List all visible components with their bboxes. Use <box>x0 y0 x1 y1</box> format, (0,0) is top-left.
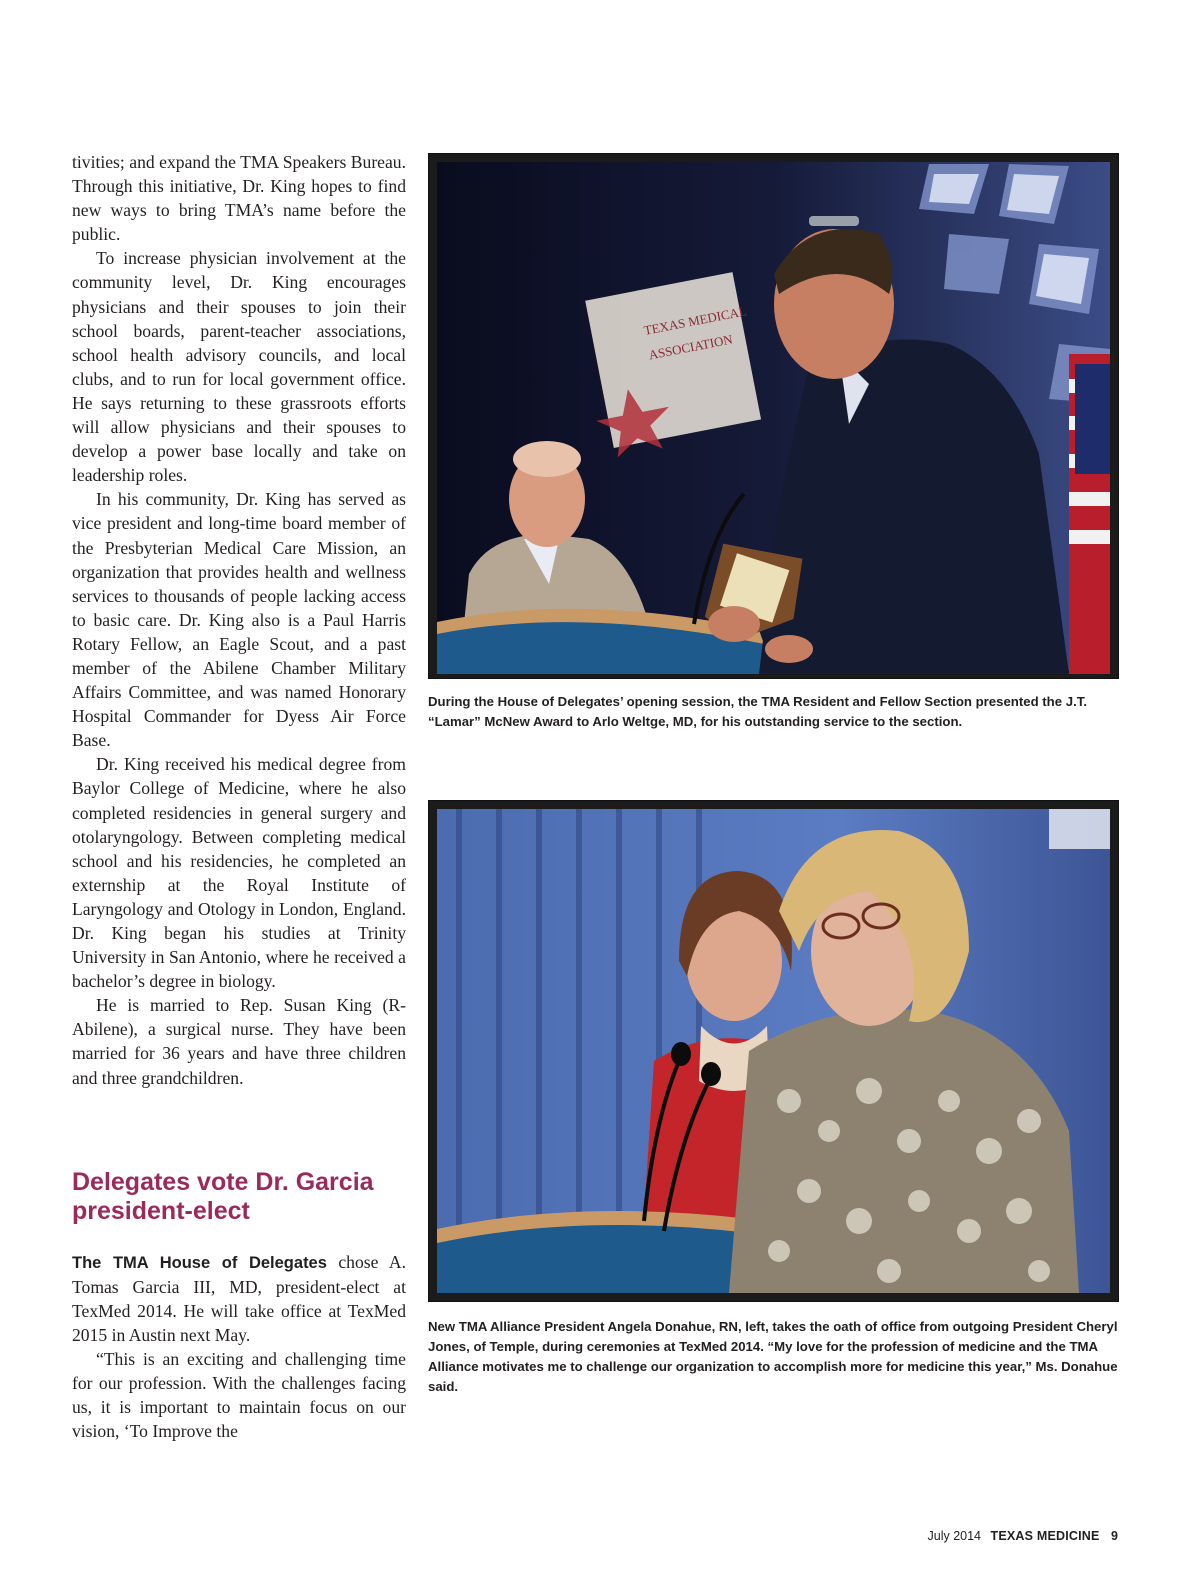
article-column <box>72 150 406 1443</box>
magazine-name: TEXAS MEDICINE <box>990 1529 1100 1543</box>
page-number: 9 <box>1111 1529 1118 1543</box>
photo-caption-top: During the House of Delegates’ opening session, the TMA Resident and Fellow Section presented the J.T. “Lamar” McNew Award to Arlo Weltge, MD, for his outstanding service to the section. <box>428 694 1087 729</box>
banner-line1: TEXAS MEDICAL <box>642 303 748 338</box>
lead-in-rest: chose A. Tomas Garcia III, MD, president-elect at TexMed 2014. He will take office at TexMed 2015 in Austin next May. <box>72 1251 406 1345</box>
garcia-quote-paragraph: “This is an exciting and challenging time for our profession. With the challenges facing us, it is important to maintain focus on our vision, ‘To Improve the <box>72 1349 406 1442</box>
garcia-lead-paragraph <box>72 1250 406 1347</box>
body-paragraph: He is married to Rep. Susan King (R-Abilene), a surgical nurse. They have been married for 36 years and have three children and three grandchildren. <box>72 995 406 1088</box>
section-heading: Delegates vote Dr. Garcia president-elect <box>72 1167 374 1225</box>
award-photo-illustration <box>429 154 1118 678</box>
lead-in-bold: The TMA House of Delegates <box>72 1253 327 1272</box>
body-paragraph: tivities; and expand the TMA Speakers Bureau. Through this initiative, Dr. King hopes to find new ways to bring TMA’s name before the public. <box>72 152 406 245</box>
photo-oath-ceremony <box>428 800 1119 1302</box>
oath-photo-illustration <box>429 801 1118 1301</box>
body-paragraph: In his community, Dr. King has served as vice president and long-time board member of the Presbyterian Medical Care Mission, an organization that provides health and wellness services to thousands of people lacking access to basic care. Dr. King also is a Paul Harris Rotary Fellow, an Eagle Scout, and a past member of the Abilene Chamber Military Affairs Committee, and was named Honorary Hospital Commander for Dyess Air Force Base. <box>72 489 406 751</box>
banner-line2: ASSOCIATION <box>647 331 734 363</box>
photo-award-presentation <box>428 153 1119 679</box>
page-footer <box>928 1529 1119 1543</box>
body-paragraph: To increase physician involvement at the community level, Dr. King encourages physicians and their spouses to join their school boards, parent-teacher associations, school health advisory councils, and local clubs, and to run for local government office. He says returning to these grassroots efforts will allow physicians and their spouses to develop a power base locally and take on leadership roles. <box>72 248 406 486</box>
flag <box>1069 354 1110 674</box>
body-paragraph: Dr. King received his medical degree from Baylor College of Medicine, where he also completed residencies in general surgery and otolaryngology. Between completing medical school and his residencies, he completed an externship at the Royal Institute of Laryngology and Otology in London, England. Dr. King began his studies at Trinity University in San Antonio, where he received a bachelor’s degree in biology. <box>72 754 406 992</box>
photo-caption-bottom: New TMA Alliance President Angela Donahue, RN, left, takes the oath of office from outgoing President Cheryl Jones, of Temple, during ceremonies at TexMed 2014. “My love for the profession of medicine and the TMA Alliance motivates me to challenge our organization to accomplish more for medicine this year,” Ms. Donahue said. <box>428 1319 1118 1394</box>
issue-date: July 2014 <box>927 1529 982 1543</box>
